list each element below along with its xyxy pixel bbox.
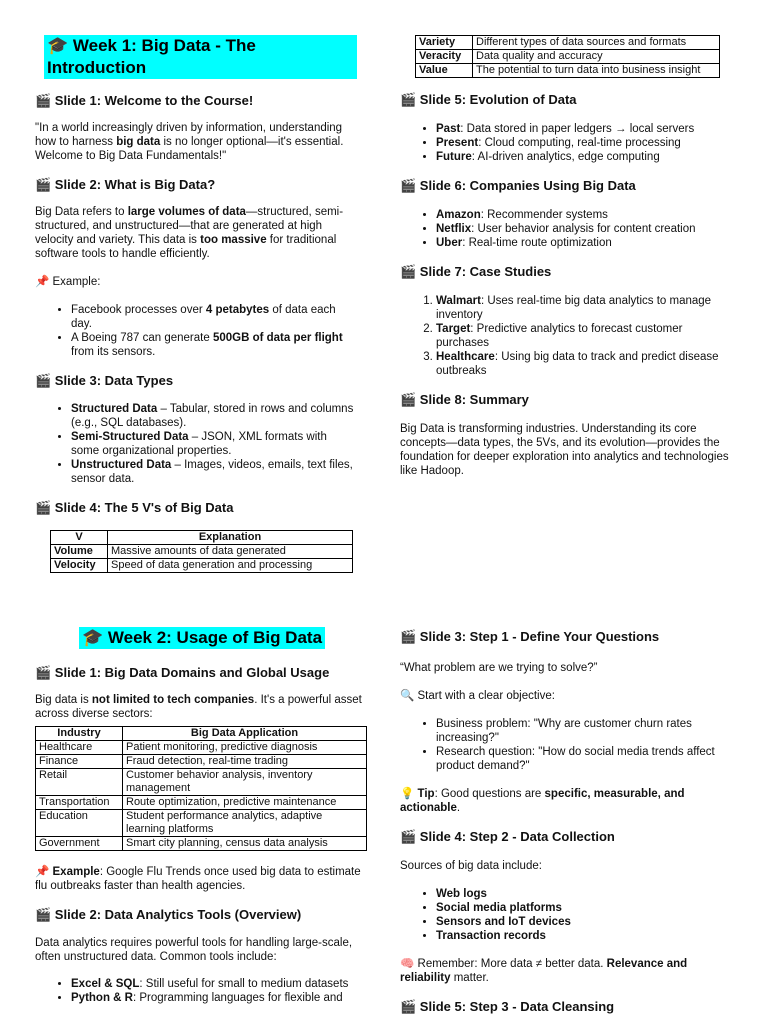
w2-slide2-heading: 🎬 Slide 2: Data Analytics Tools (Overview) xyxy=(35,907,302,922)
table-row xyxy=(36,796,367,810)
week2-right-column xyxy=(400,629,730,1015)
list-item: 2. Target: Predictive analytics to forecast customer purchases xyxy=(436,322,731,350)
list-item: • Web logs xyxy=(436,887,730,901)
list-item: • Netflix: User behavior analysis for content creation xyxy=(436,222,730,236)
list-item: • Past: Data stored in paper ledgers → local servers xyxy=(436,122,730,136)
list-item: • Unstructured Data – Images, videos, emails, text files, sensor data. xyxy=(71,458,357,486)
table-row xyxy=(51,545,353,559)
list-item: • Python & R: Programming languages for flexible and xyxy=(71,991,367,1005)
w2-remember-text: 🧠 Remember: More data ≠ better data. Relevance and reliability matter. xyxy=(400,958,688,984)
w1-slide6-list xyxy=(400,208,730,250)
list-item: 1. Walmart: Uses real-time big data analytics to manage inventory xyxy=(436,294,731,322)
table-cell: Fraud detection, real-time trading xyxy=(123,755,367,769)
table-row xyxy=(36,810,367,837)
five-vs-table-part1 xyxy=(50,530,353,573)
list-item: • Business problem: "Why are customer churn rates increasing?" xyxy=(436,717,726,745)
table-cell: Different types of data sources and formats xyxy=(473,36,720,50)
table-row xyxy=(36,755,367,769)
table-header-row xyxy=(51,531,353,545)
w1-slide4-heading: 🎬 Slide 4: The 5 V's of Big Data xyxy=(35,500,234,515)
table-cell: Velocity xyxy=(51,559,108,573)
table-header-row xyxy=(36,727,367,741)
table-cell: Value xyxy=(416,64,473,78)
table-cell: Smart city planning, census data analysis xyxy=(123,837,367,851)
table-cell: Government xyxy=(36,837,123,851)
w1-slide5-list xyxy=(400,122,730,164)
w2-slide3-heading: 🎬 Slide 3: Step 1 - Define Your Questions xyxy=(400,629,660,644)
w2-tip-text: 💡 Tip: Good questions are specific, measurable, and actionable. xyxy=(400,788,685,814)
list-item: 3. Healthcare: Using big data to track and predict disease outbreaks xyxy=(436,350,731,378)
table-cell: The potential to turn data into business insight xyxy=(473,64,720,78)
w1-slide2-heading: 🎬 Slide 2: What is Big Data? xyxy=(35,177,216,192)
table-header-cell: Big Data Application xyxy=(123,727,367,741)
w1-slide8-heading: 🎬 Slide 8: Summary xyxy=(400,392,529,407)
week2-left-column xyxy=(35,627,367,1005)
list-item: • Future: AI-driven analytics, edge computing xyxy=(436,150,730,164)
list-item: • Research question: "How do social media trends affect product demand?" xyxy=(436,745,726,773)
w2-slide3-list xyxy=(400,717,726,773)
five-vs-table-part2 xyxy=(415,35,720,78)
week1-left-column xyxy=(35,35,357,573)
table-cell: Patient monitoring, predictive diagnosis xyxy=(123,741,367,755)
w1-slide6-heading: 🎬 Slide 6: Companies Using Big Data xyxy=(400,178,636,193)
w2-slide1-text: Big data is not limited to tech companies. It's a powerful asset across diverse sectors: xyxy=(35,694,362,720)
table-cell: Speed of data generation and processing xyxy=(108,559,353,573)
table-cell: Retail xyxy=(36,769,123,796)
table-cell: Route optimization, predictive maintenance xyxy=(123,796,367,810)
w1-slide7-heading: 🎬 Slide 7: Case Studies xyxy=(400,264,552,279)
w1-slide5-heading: 🎬 Slide 5: Evolution of Data xyxy=(400,92,577,107)
w2-example-text: 📌 Example: Google Flu Trends once used big data to estimate flu outbreaks faster than health agencies. xyxy=(35,866,361,892)
list-item: • Facebook processes over 4 petabytes of data each day. xyxy=(71,303,357,331)
w2-slide4-text: Sources of big data include: xyxy=(400,860,542,872)
list-item: • Structured Data – Tabular, stored in rows and columns (e.g., SQL databases). xyxy=(71,402,357,430)
week2-title: 🎓 Week 2: Usage of Big Data xyxy=(79,627,325,649)
w1-slide2-list xyxy=(35,303,357,359)
w1-slide7-list xyxy=(400,294,731,378)
table-cell: Massive amounts of data generated xyxy=(108,545,353,559)
table-row xyxy=(416,64,720,78)
w2-objective-text: 🔍 Start with a clear objective: xyxy=(400,690,555,702)
table-header-cell: Industry xyxy=(36,727,123,741)
table-cell: Student performance analytics, adaptive learning platforms xyxy=(123,810,367,837)
table-cell: Veracity xyxy=(416,50,473,64)
table-row xyxy=(416,50,720,64)
table-row xyxy=(36,741,367,755)
w2-slide3-quote: “What problem are we trying to solve?” xyxy=(400,662,598,674)
w1-example-label: 📌 Example: xyxy=(35,276,101,288)
table-cell: Transportation xyxy=(36,796,123,810)
w1-slide3-heading: 🎬 Slide 3: Data Types xyxy=(35,373,174,388)
table-header-cell: V xyxy=(51,531,108,545)
table-row xyxy=(416,36,720,50)
w1-slide1-heading: 🎬 Slide 1: Welcome to the Course! xyxy=(35,93,254,108)
list-item: • A Boeing 787 can generate 500GB of data per flight from its sensors. xyxy=(71,331,357,359)
table-cell: Variety xyxy=(416,36,473,50)
list-item: • Present: Cloud computing, real-time processing xyxy=(436,136,730,150)
table-header-cell: Explanation xyxy=(108,531,353,545)
w1-slide2-text: Big Data refers to large volumes of data—structured, semi-structured, and unstructured—that are generated at high velocity and variety. This data is too massive for traditional software tools to handle efficiently. xyxy=(35,206,344,260)
table-cell: Education xyxy=(36,810,123,837)
list-item: • Amazon: Recommender systems xyxy=(436,208,730,222)
list-item: • Excel & SQL: Still useful for small to medium datasets xyxy=(71,977,367,991)
list-item: • Semi-Structured Data – JSON, XML formats with some organizational properties. xyxy=(71,430,357,458)
table-cell: Data quality and accuracy xyxy=(473,50,720,64)
w2-slide5-heading: 🎬 Slide 5: Step 3 - Data Cleansing xyxy=(400,999,615,1014)
week1-title: 🎓 Week 1: Big Data - The Introduction xyxy=(44,35,357,79)
w2-slide4-list xyxy=(400,887,730,943)
table-row xyxy=(36,769,367,796)
w1-slide3-list xyxy=(35,402,357,486)
table-cell: Customer behavior analysis, inventory management xyxy=(123,769,367,796)
week1-right-column xyxy=(400,35,730,478)
table-cell: Healthcare xyxy=(36,741,123,755)
w1-slide8-text: Big Data is transforming industries. Understanding its core concepts—data types, the 5Vs, and its evolution—provides the foundation for deeper exploration into analytics and technologies like Hadoop. xyxy=(400,423,729,477)
list-item: • Sensors and IoT devices xyxy=(436,915,730,929)
w2-slide1-heading: 🎬 Slide 1: Big Data Domains and Global Usage xyxy=(35,665,330,680)
list-item: • Social media platforms xyxy=(436,901,730,915)
w2-slide2-list xyxy=(35,977,367,1005)
table-row xyxy=(51,559,353,573)
w1-slide1-text: "In a world increasingly driven by information, understanding how to harness big data is no longer optional—it's essential. Welcome to Big Data Fundamentals!" xyxy=(35,122,344,162)
industry-table xyxy=(35,726,367,851)
list-item: • Uber: Real-time route optimization xyxy=(436,236,730,250)
table-row xyxy=(36,837,367,851)
list-item: • Transaction records xyxy=(436,929,730,943)
table-cell: Finance xyxy=(36,755,123,769)
w2-slide2-text: Data analytics requires powerful tools for handling large-scale, often unstructured data. Common tools include: xyxy=(35,937,353,963)
w2-slide4-heading: 🎬 Slide 4: Step 2 - Data Collection xyxy=(400,829,615,844)
table-cell: Volume xyxy=(51,545,108,559)
